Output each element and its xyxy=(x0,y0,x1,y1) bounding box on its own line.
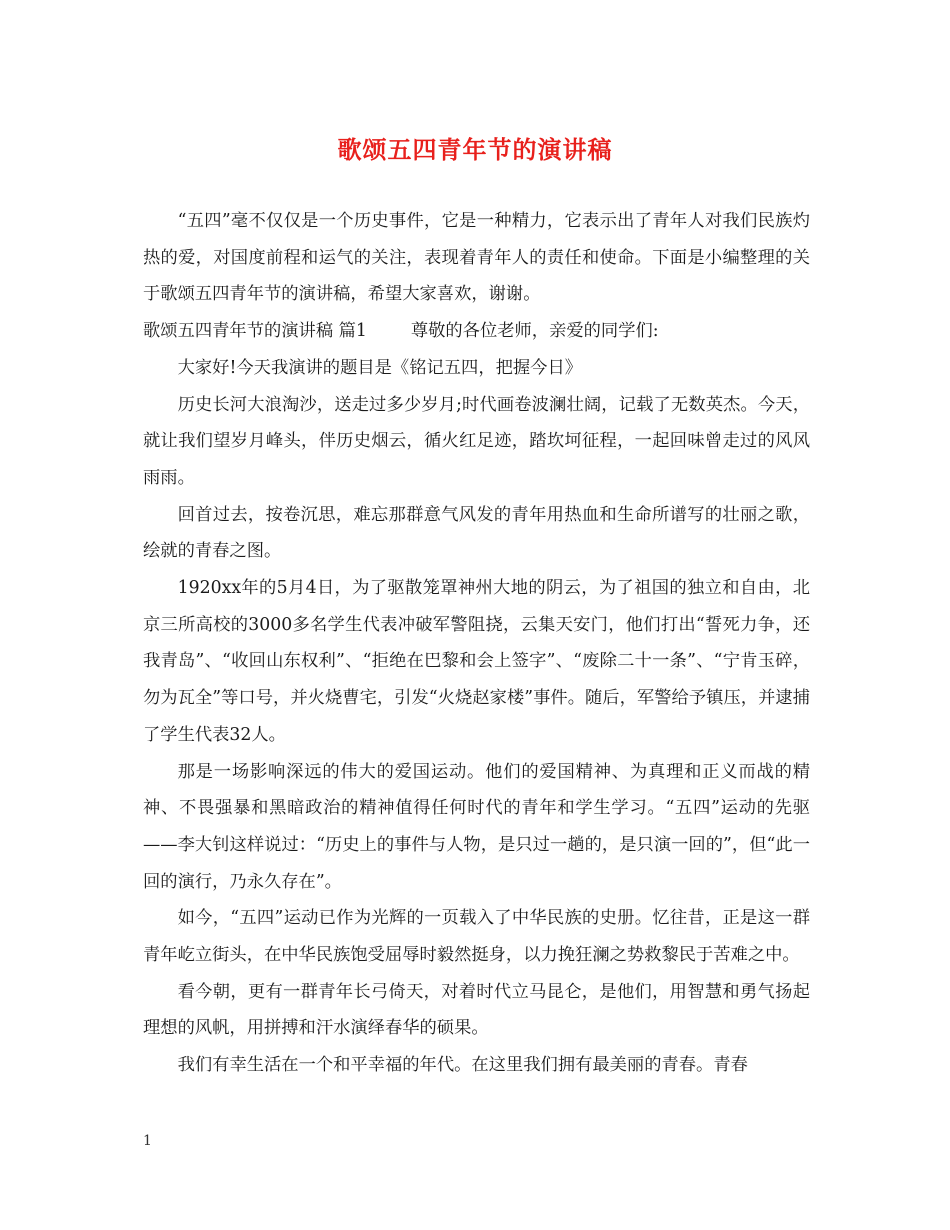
page-number: 1 xyxy=(143,1133,152,1149)
body-paragraph: 看今朝，更有一群青年长弓倚天，对着时代立马昆仑，是他们，用智慧和勇气扬起理想的风帆，用拼搏和汗水演绎春华的硕果。 xyxy=(143,981,810,1039)
document-body xyxy=(143,203,810,1084)
intro-paragraph: “五四”毫不仅仅是一个历史事件，它是一种精力，它表示出了青年人对我们民族灼热的爱，对国度前程和运气的关注，表现着青年人的责任和使命。下面是小编整理的关于歌颂五四青年节的演讲稿，希望大家喜欢，谢谢。 xyxy=(143,211,810,305)
section-heading: 歌颂五四青年节的演讲稿 篇1 xyxy=(143,321,367,342)
body-paragraph: 回首过去，按卷沉思，难忘那群意气风发的青年用热血和生命所谱写的壮丽之歌，绘就的青春之图。 xyxy=(143,504,810,562)
body-paragraph: 1920xx年的5月4日，为了驱散笼罩神州大地的阴云，为了祖国的独立和自由，北京三所高校的3000多名学生代表冲破军警阻挠，云集天安门，他们打出“誓死力争，还我青岛”、“收回山东权利”、“拒绝在巴黎和会上签字”、“废除二十一条”、“宁肯玉碎，勿为瓦全”等口号，并火烧曹宅，引发“火烧赵家楼”事件。随后，军警给予镇压，并逮捕了学生代表32人。 xyxy=(143,578,810,745)
body-paragraph: 那是一场影响深远的伟大的爱国运动。他们的爱国精神、为真理和正义而战的精神、不畏强暴和黑暗政治的精神值得任何时代的青年和学生学习。“五四”运动的先驱——李大钊这样说过：“历史上的事件与人物，是只过一趟的，是只演一回的”，但“此一回的演行，乃永久存在”。 xyxy=(143,761,810,892)
body-paragraph: 如今，“五四”运动已作为光辉的一页载入了中华民族的史册。忆往昔，正是这一群青年屹立街头，在中华民族饱受屈辱时毅然挺身，以力挽狂澜之势救黎民于苦难之中。 xyxy=(143,908,810,966)
document-title: 歌颂五四青年节的演讲稿 xyxy=(337,135,613,164)
body-paragraph: 我们有幸生活在一个和平幸福的年代。在这里我们拥有最美丽的青春。青春 xyxy=(177,1055,748,1076)
salutation: 尊敬的各位老师，亲爱的同学们: xyxy=(410,321,659,342)
body-paragraph: 历史长河大浪淘沙，送走过多少岁月;时代画卷波澜壮阔，记载了无数英杰。今天，就让我们望岁月峰头，伴历史烟云，循火红足迹，踏坎坷征程，一起回味曾走过的风风雨雨。 xyxy=(143,394,810,488)
body-paragraph: 大家好!今天我演讲的题目是《铭记五四，把握今日》 xyxy=(177,357,583,378)
section-heading-line xyxy=(143,313,810,350)
